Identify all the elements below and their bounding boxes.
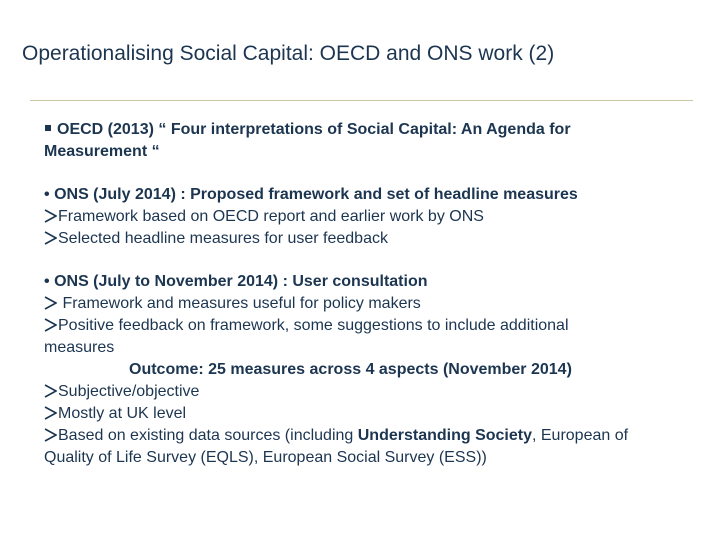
round-bullet-icon: •: [44, 273, 50, 290]
arrow-bullet-icon: [44, 293, 58, 315]
consultation-item-4: Mostly at UK level: [58, 405, 187, 422]
arrow-bullet-icon: [44, 403, 58, 425]
oecd-block: [44, 119, 709, 163]
arrow-bullet-icon: [44, 425, 58, 447]
consultation-item-2-line-1: Positive feedback on framework, some suggestions to include additional: [58, 317, 569, 334]
outcome-line: Outcome: 25 measures across 4 aspects (November 2014): [129, 361, 572, 378]
ons-july-heading: ONS (July 2014) : Proposed framework and set of headline measures: [54, 186, 578, 203]
square-bullet-icon: [45, 125, 51, 131]
ons-july-item-2: Selected headline measures for user feedback: [58, 230, 388, 247]
list-item: [44, 228, 709, 250]
ons-consultation-heading: ONS (July to November 2014) : User consultation: [54, 273, 428, 290]
round-bullet-icon: •: [44, 186, 50, 203]
list-item: [44, 315, 709, 337]
ons-july-item-1: Framework based on OECD report and earlier work by ONS: [58, 208, 484, 225]
title-divider: [30, 100, 693, 101]
ons-consultation-block: [44, 271, 709, 469]
oecd-line-2: Measurement “: [44, 143, 160, 160]
ons-july-block: [44, 184, 709, 250]
consultation-item-5-pre: Based on existing data sources (including: [58, 427, 358, 444]
list-item: [44, 206, 709, 228]
list-item: [44, 403, 709, 425]
consultation-item-1: Framework and measures useful for policy makers: [58, 295, 421, 312]
arrow-bullet-icon: [44, 228, 58, 250]
consultation-item-5-post: , European of: [531, 427, 629, 444]
oecd-line-1: OECD (2013) “ Four interpretations of Social Capital: An Agenda for: [57, 121, 571, 138]
list-item: [44, 425, 709, 447]
arrow-bullet-icon: [44, 315, 58, 337]
consultation-item-3: Subjective/objective: [58, 383, 200, 400]
consultation-item-2-line-2: measures: [44, 339, 115, 356]
arrow-bullet-icon: [44, 381, 58, 403]
list-item: [44, 293, 709, 315]
arrow-bullet-icon: [44, 206, 58, 228]
slide-title: Operationalising Social Capital: OECD and ONS work (2): [22, 42, 555, 65]
understanding-society-text: Understanding Society: [357, 427, 532, 444]
list-item: [44, 381, 709, 403]
consultation-item-5-line-2: Quality of Life Survey (EQLS), European Social Survey (ESS)): [44, 449, 487, 466]
